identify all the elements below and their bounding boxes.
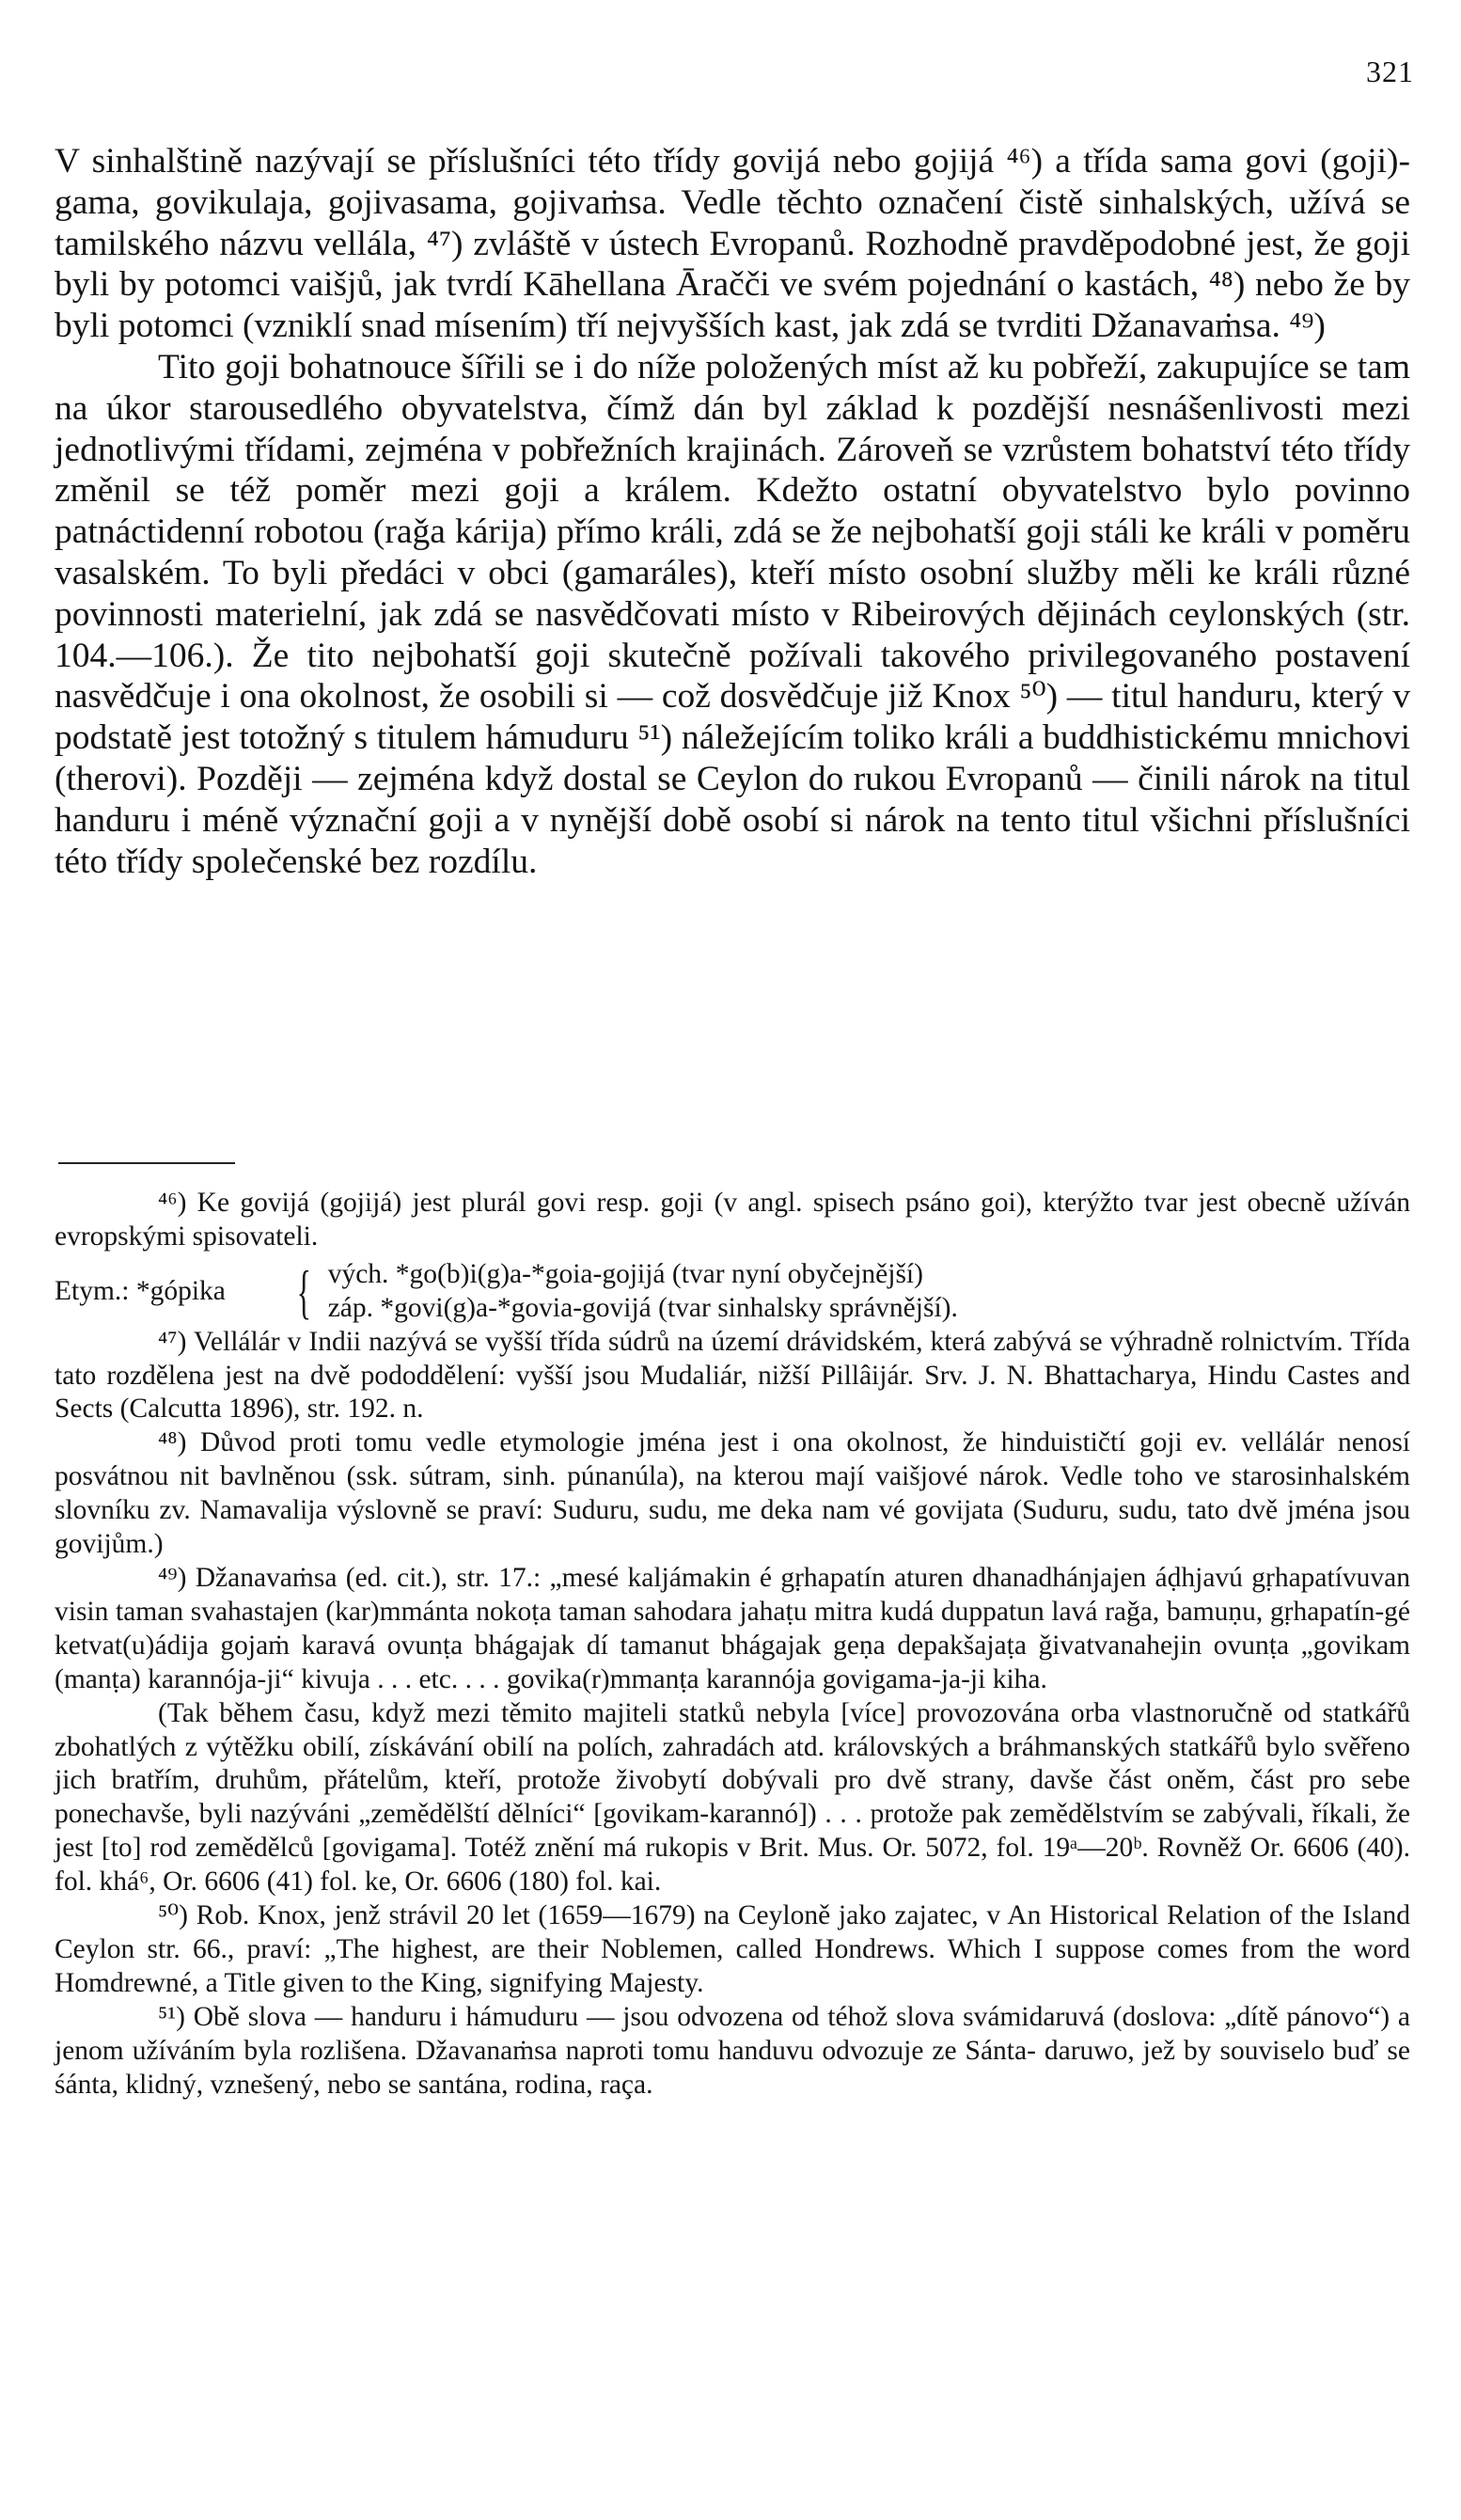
page-number: 321 (1366, 55, 1414, 88)
footnote-48: ⁴⁸) Důvod proti tomu vedle etymologie jména jest i ona okolnost, že hinduističtí goji ev. vellálár nenosí posvátnou nit bavlněnou (ssk. sútram, sinh. púnanúla), na kterou mají vaišjové nárok. Vedle toho ve starosinhalském slovníku zv. Namavalija výslovně se praví: Suduru, sudu, me deka nam vé govijata (Suduru, sudu, tato dvě jména jsou govijům.) (55, 1427, 1410, 1560)
footnote-47: ⁴⁷) Vellálár v Indii nazývá se vyšší třída súdrů na území drávidském, která zabývá se výhradně rolnictvím. Třída tato rozdělena jest na dvě pododdělení: vyšší jsou Mudaliár, nižší Pillâijár. Srv. J. N. Bhattacharya, Hindu Castes and Sects (Calcutta 1896), str. 192. n. (55, 1326, 1410, 1425)
etymology-label: Etym.: *gópika (55, 1275, 226, 1306)
etymology-line-east: vých. *go(b)i(g)a-*goia-gojijá (tvar nyní obyčejnější) (327, 1258, 923, 1289)
paragraph-2: Tito goji bohatnouce šířili se i do níže položených míst až ku pobřeží, zakupujíce se tam na úkor starousedlého obyvatelstva, čímž dán byl základ k pozdější nesnášenlivosti mezi jednotlivými třídami, zejména v pobřežních krajinách. Zároveň se vzrůstem bohatství této třídy změnil se též poměr mezi goji a králem. Kdežto ostatní obyvatelstvo bylo povinno patnáctidenní robotou (raǧa kárija) přímo králi, zdá se že nejbohatší goji stáli ke králi v poměru vasalském. To byli předáci v obci (gamaráles), kteří místo osobní služby měli ke králi různé povinnosti materielní, jak zdá se nasvědčovati místo v Ribeirových dějinách ceylonských (str. 104.—106.). Že tito nejbohatší goji skutečně požívali takového privilegovaného postavení nasvědčuje i ona okolnost, že osobili si — což dosvědčuje již Knox ⁵⁰) — titul handuru, který v podstatě jest totožný s titulem hámuduru ⁵¹) náležejícím toliko králi a buddhistickému mnichovi (therovi). Později — zejména když dostal se Ceylon do rukou Evropanů — činili nárok na titul handuru i méně význační goji a v nynější době osobí si nárok na tento titul všichni příslušníci této třídy společenské bez rozdílu. (55, 347, 1410, 881)
etymology-line-west: záp. *govi(g)a-*govia-govijá (tvar sinhalsky správnější). (327, 1292, 958, 1323)
footnote-46: ⁴⁶) Ke govijá (gojijá) jest plurál govi resp. goji (v angl. spisech psáno goi), kterýžto tvar jest obecně užíván evropskými spisovateli. (55, 1188, 1410, 1252)
etymology-lines (328, 1258, 958, 1326)
footnote-51: ⁵¹) Obě slova — handuru i hámuduru — jsou odvozena od téhož slova svámidaruvá (doslova: „dítě pánovo“) a jenom užíváním byla rozlišena. Džavanaṁsa naproti tomu handuvu odvozuje ze Sánta- daruwo, jež by souviselo buď se śánta, klidný, vznešený, nebo se santána, rodina, raça. (55, 2001, 1410, 2100)
paragraph-1: V sinhalštině nazývají se příslušníci této třídy govijá nebo gojijá ⁴⁶) a třída sama govi (goji)-gama, govikulaja, gojivasama, gojivaṁsa. Vedle těchto označení čistě sinhalských, užívá se tamilského názvu vellála, ⁴⁷) zvláště v ústech Evropanů. Rozhodně pravděpodobné jest, že goji byli by potomci vaišjů, jak tvrdí Kāhellana Āračči ve svém pojednání o kastách, ⁴⁸) nebo že by byli potomci (vzniklí snad mísením) tří nejvyšších kast, jak zdá se tvrditi Džanavaṁsa. ⁴⁹) (55, 142, 1410, 346)
etymology-block (55, 1258, 1410, 1326)
footnote-49-translation: (Tak během času, když mezi těmito majiteli statků nebyla [více] provozována orba vlastnoručně od statkářů zbohatlých z výtěžku obilí, získávání obilí na polích, zahradách atd. královských a bráhmanských statkářů bylo svěřeno jich bratřím, druhům, přátelům, kteří, protože živobytí dobývali pro dvě strany, davše část oněm, část pro sebe ponechavše, byli nazýváni „zemědělští dělníci“ [govikam-karannó]) . . . protože pak zemědělstvím se zabývali, říkali, že jest [to] rod zemědělců [govigama]. Totéž znění má rukopis v Brit. Mus. Or. 5072, fol. 19ᵃ—20ᵇ. Rovněž Or. 6606 (40). fol. khá⁶, Or. 6606 (41) fol. ke, Or. 6606 (180) fol. kai. (55, 1697, 1410, 1898)
brace: { (296, 1257, 312, 1325)
footnote-50: ⁵⁰) Rob. Knox, jenž strávil 20 let (1659—1679) na Ceyloně jako zajatec, v An Historical Relation of the Island Ceylon str. 66., praví: „The highest, are their Noblemen, called Hondrews. Which I suppose comes from the word Homdrewné, a Title given to the King, signifying Majesty. (55, 1900, 1410, 1998)
footnotes (55, 1187, 1410, 2102)
footnote-divider (58, 1162, 235, 1164)
footnote-49: ⁴⁹) Džanavaṁsa (ed. cit.), str. 17.: „mesé kaljámakin é gṛhapatín aturen dhanadhánjajen áḍhjavú gṛhapatívuvan visin taman svahastajen (kar)mmánta nokoṭa taman sahodara jahaṭu mitra kudá duppatun lavá raǧa, bamuṇu, gṛhapatín-gé ketvat(u)ádija gojaṁ karavá ovunṭa bhágajak dí tamanut bhágajak geṇa depakšajaṭa ǧivatvanahejin ovunṭa „govikam (manṭa) karannója-ji“ kivuja . . . etc. . . . govika(r)mmanṭa karannója govigama-ja-ji kiha. (55, 1562, 1410, 1694)
main-text (55, 141, 1410, 882)
